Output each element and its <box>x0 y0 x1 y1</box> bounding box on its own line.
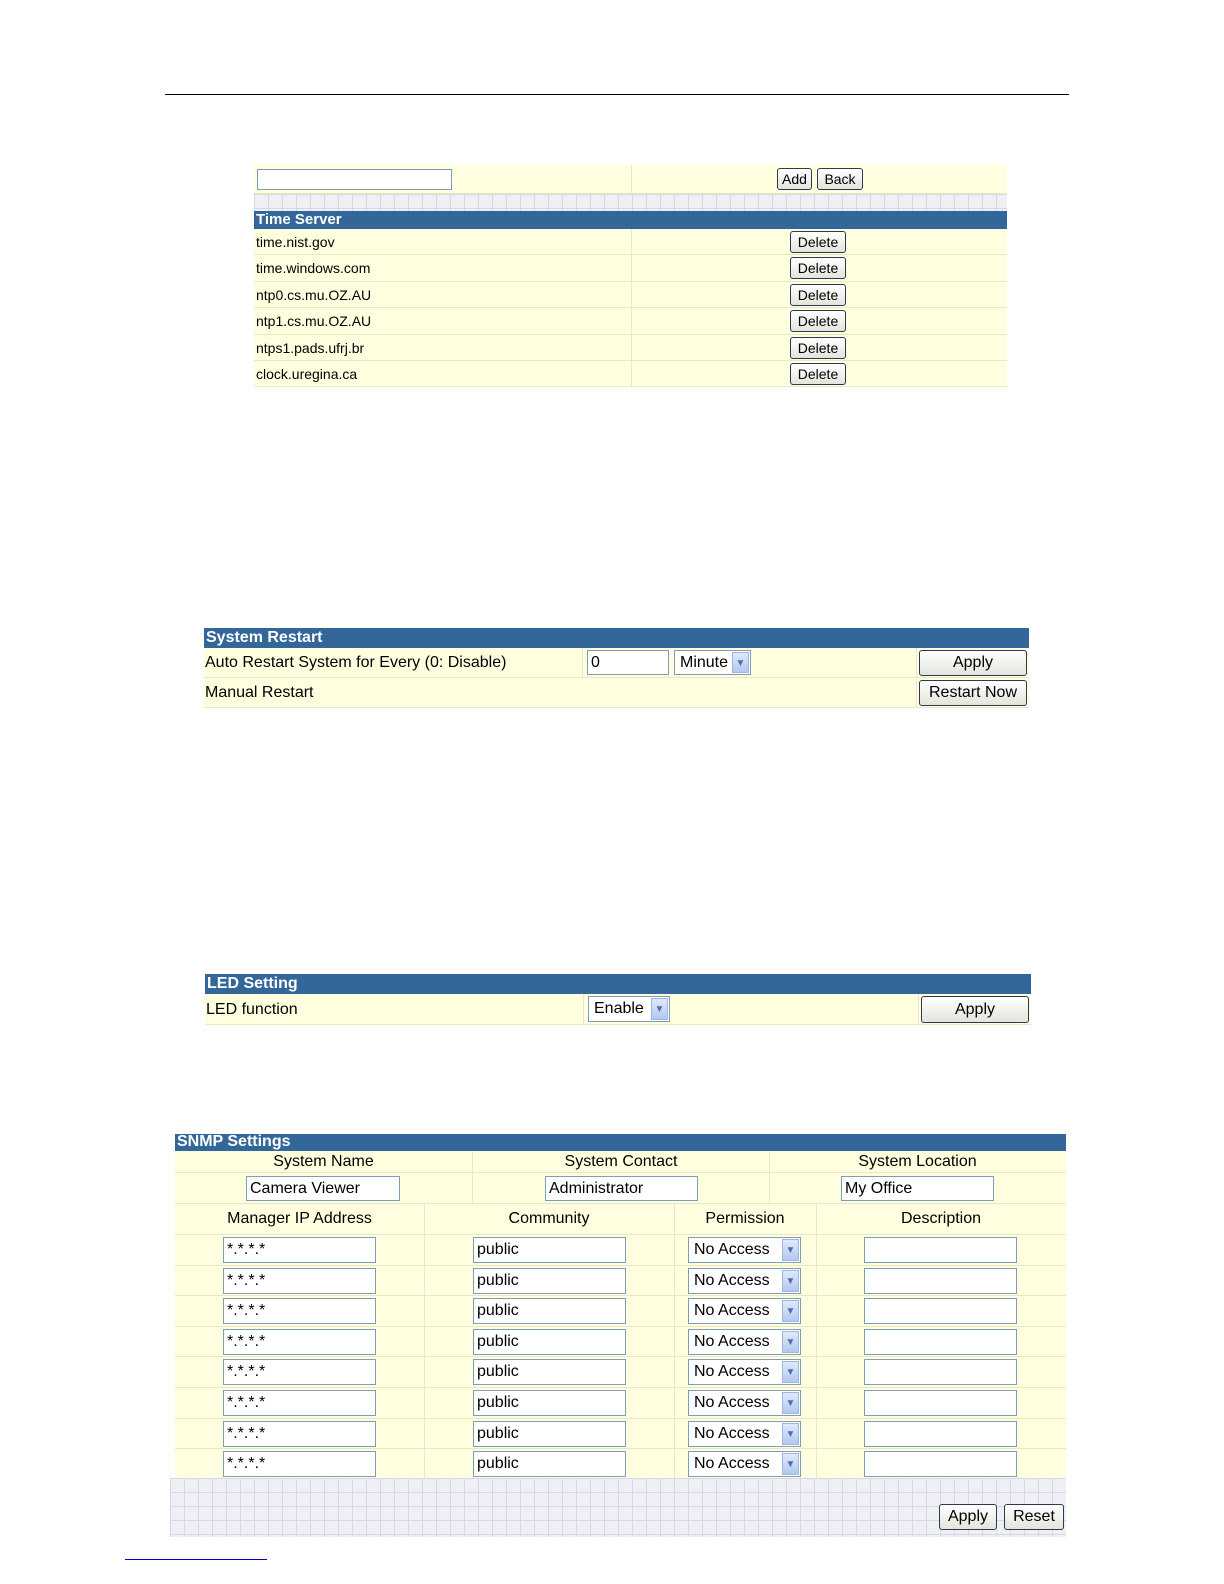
col-permission: Permission <box>705 1210 785 1227</box>
system-location-label: System Location <box>858 1153 977 1170</box>
snmp-manager-row <box>175 1388 1066 1419</box>
chevron-down-icon: ▼ <box>782 1453 799 1475</box>
description-input[interactable] <box>864 1329 1017 1355</box>
delete-server-button[interactable]: Delete <box>790 257 846 279</box>
chevron-down-icon: ▼ <box>732 652 749 673</box>
system-location-input[interactable] <box>841 1176 994 1201</box>
permission-value: No Access <box>694 1241 770 1258</box>
description-input[interactable] <box>864 1237 1017 1263</box>
page-header-rule <box>165 94 1069 95</box>
community-input[interactable] <box>473 1421 626 1447</box>
auto-restart-apply-button[interactable]: Apply <box>919 650 1027 676</box>
system-restart-header: System Restart <box>204 628 1029 648</box>
time-server-name: time.nist.gov <box>256 234 335 250</box>
snmp-manager-row <box>175 1449 1066 1480</box>
time-server-row <box>254 255 1007 281</box>
permission-select[interactable] <box>688 1390 801 1416</box>
chevron-down-icon: ▼ <box>782 1361 799 1383</box>
permission-value: No Access <box>694 1271 770 1289</box>
community-input[interactable] <box>473 1298 626 1324</box>
permission-value: No Access <box>694 1302 770 1320</box>
chevron-down-icon: ▼ <box>651 998 668 1020</box>
snmp-settings-header: SNMP Settings <box>175 1134 1066 1151</box>
snmp-settings-panel <box>170 1134 1066 1537</box>
auto-restart-row <box>204 648 1029 678</box>
time-server-panel <box>254 165 1007 387</box>
snmp-manager-header-row <box>175 1204 1066 1235</box>
manager-ip-input[interactable] <box>223 1298 376 1324</box>
system-contact-input[interactable] <box>545 1176 698 1201</box>
community-input[interactable] <box>473 1451 626 1477</box>
time-server-row <box>254 308 1007 334</box>
snmp-footer <box>170 1478 1066 1537</box>
permission-select[interactable] <box>688 1329 801 1355</box>
chevron-down-icon: ▼ <box>782 1331 799 1353</box>
time-server-header: Time Server <box>254 211 1007 229</box>
restart-unit-select[interactable] <box>674 650 751 675</box>
permission-value: No Access <box>694 1363 770 1381</box>
system-name-label: System Name <box>273 1153 374 1170</box>
description-input[interactable] <box>864 1268 1017 1294</box>
led-function-row <box>205 994 1031 1025</box>
manager-ip-input[interactable] <box>223 1268 376 1294</box>
snmp-manager-row <box>175 1296 1066 1327</box>
permission-select[interactable] <box>688 1359 801 1385</box>
chevron-down-icon: ▼ <box>782 1270 799 1292</box>
led-apply-button[interactable]: Apply <box>921 996 1029 1023</box>
description-input[interactable] <box>864 1421 1017 1447</box>
delete-server-button[interactable]: Delete <box>790 310 846 332</box>
restart-now-button[interactable]: Restart Now <box>919 680 1027 706</box>
permission-value: No Access <box>694 1455 770 1473</box>
add-button[interactable]: Add <box>777 168 812 190</box>
snmp-manager-row <box>175 1357 1066 1388</box>
led-setting-header: LED Setting <box>205 974 1031 994</box>
delete-server-button[interactable]: Delete <box>790 284 846 306</box>
led-function-value: Enable <box>594 1000 644 1017</box>
permission-select[interactable] <box>688 1298 801 1324</box>
permission-value: No Access <box>694 1424 770 1442</box>
new-time-server-input[interactable] <box>257 169 452 190</box>
manual-restart-label: Manual Restart <box>205 684 314 701</box>
community-input[interactable] <box>473 1390 626 1416</box>
manager-ip-input[interactable] <box>223 1390 376 1416</box>
manager-ip-input[interactable] <box>223 1451 376 1477</box>
system-name-input[interactable] <box>246 1176 400 1201</box>
col-description: Description <box>900 1210 982 1227</box>
description-input[interactable] <box>864 1451 1017 1477</box>
auto-restart-interval-input[interactable] <box>587 650 669 675</box>
snmp-manager-row <box>175 1266 1066 1297</box>
led-function-label: LED function <box>206 1001 298 1018</box>
description-input[interactable] <box>864 1390 1017 1416</box>
col-manager-ip: Manager IP Address <box>227 1210 372 1227</box>
community-input[interactable] <box>473 1329 626 1355</box>
snmp-system-value-row <box>175 1173 1066 1204</box>
snmp-apply-button[interactable]: Apply <box>939 1504 997 1530</box>
permission-select[interactable] <box>688 1451 801 1477</box>
manager-ip-input[interactable] <box>223 1359 376 1385</box>
add-server-row <box>254 165 1007 194</box>
permission-select[interactable] <box>688 1268 801 1294</box>
time-server-row <box>254 282 1007 308</box>
description-input[interactable] <box>864 1298 1017 1324</box>
delete-server-button[interactable]: Delete <box>790 231 846 253</box>
permission-select[interactable] <box>688 1237 801 1263</box>
time-server-name: ntp0.cs.mu.OZ.AU <box>256 286 372 303</box>
community-input[interactable] <box>473 1359 626 1385</box>
permission-value: No Access <box>694 1332 770 1350</box>
snmp-manager-row <box>175 1419 1066 1450</box>
time-server-name: ntp1.cs.mu.OZ.AU <box>256 313 372 330</box>
community-input[interactable] <box>473 1237 626 1263</box>
time-server-row <box>254 229 1007 255</box>
time-server-row <box>254 335 1007 361</box>
led-setting-panel <box>205 974 1031 1025</box>
col-community: Community <box>508 1210 590 1227</box>
permission-value: No Access <box>694 1393 770 1411</box>
snmp-system-label-row <box>175 1151 1066 1173</box>
manager-ip-input[interactable] <box>223 1237 376 1263</box>
auto-restart-label: Auto Restart System for Every (0: Disable) <box>205 654 507 671</box>
permission-select[interactable] <box>688 1421 801 1447</box>
system-contact-label: System Contact <box>564 1153 678 1170</box>
back-button[interactable]: Back <box>817 168 863 190</box>
led-function-select[interactable] <box>588 996 670 1022</box>
time-server-row <box>254 361 1007 387</box>
chevron-down-icon: ▼ <box>782 1423 799 1445</box>
manual-restart-row <box>204 678 1029 708</box>
snmp-reset-button[interactable]: Reset <box>1004 1504 1064 1530</box>
delete-server-button[interactable]: Delete <box>790 337 846 359</box>
footer-link-underline <box>125 1559 267 1560</box>
system-restart-panel <box>204 628 1029 708</box>
community-input[interactable] <box>473 1268 626 1294</box>
chevron-down-icon: ▼ <box>782 1239 799 1261</box>
manager-ip-input[interactable] <box>223 1421 376 1447</box>
snmp-manager-row <box>175 1235 1066 1266</box>
delete-server-button[interactable]: Delete <box>790 363 846 385</box>
chevron-down-icon: ▼ <box>782 1392 799 1414</box>
snmp-manager-row <box>175 1327 1066 1358</box>
time-server-name: ntps1.pads.ufrj.br <box>256 339 365 356</box>
manager-ip-input[interactable] <box>223 1329 376 1355</box>
panel-spacer <box>254 194 1007 211</box>
chevron-down-icon: ▼ <box>782 1300 799 1322</box>
restart-unit-value: Minute <box>680 654 729 671</box>
time-server-name: clock.uregina.ca <box>256 365 358 382</box>
time-server-name: time.windows.com <box>256 260 371 277</box>
description-input[interactable] <box>864 1359 1017 1385</box>
